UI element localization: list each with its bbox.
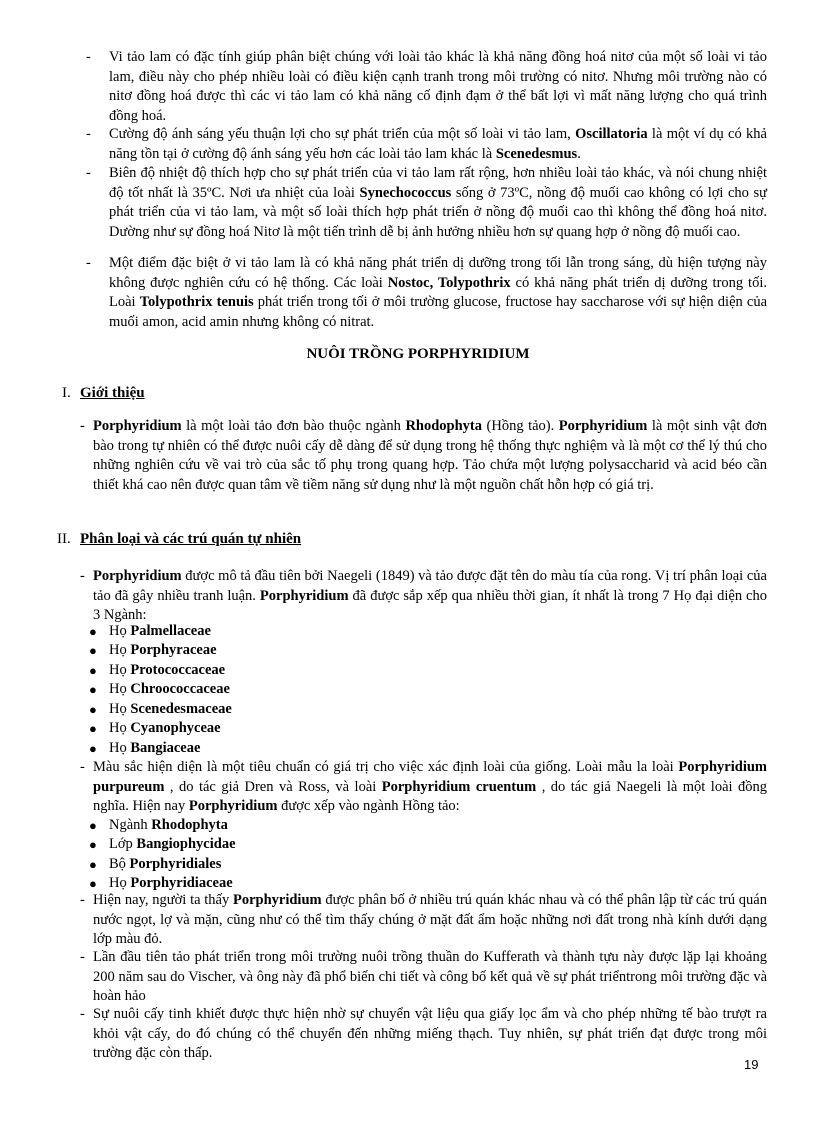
section-2-number: II. [57, 531, 71, 547]
family-item: Họ Palmellaceae [109, 623, 211, 639]
family-item: Họ Scenedesmaceae [109, 701, 232, 717]
family-item: Họ Porphyraceae [109, 642, 217, 658]
dash-marker: - [86, 49, 91, 65]
bullet-marker: ● [89, 702, 97, 717]
dash-marker: - [80, 1006, 85, 1022]
bullet-marker: ● [89, 857, 97, 872]
section-2-paragraph-3: Hiện nay, người ta thấy Porphyridium được phân bố ở nhiều trú quán khác nhau và có thể phân lập từ các trú quán nước ngọt, lợ và mặn, cũng như có thể tìm thấy chúng ở mặt đất ẩm hoặc những nơi đất trong nhà kính dưới dạng lớp màu đỏ. [93, 892, 767, 947]
section-2-paragraph-1: Porphyridium được mô tả đầu tiên bởi Naegeli (1849) và tảo được đặt tên do màu tía của rong. Vị trí phân loại của tảo đã gây nhiều tranh luận. Porphyridium đã được sắp xếp qua nhiều thời gian, ít nhất là trong 7 Họ đại diện cho 3 Ngành: [93, 568, 767, 623]
family-item: Họ Chroococcaceae [109, 681, 230, 697]
bullet-marker: ● [89, 837, 97, 852]
family-item: Họ Bangiaceae [109, 740, 201, 756]
dash-marker: - [80, 568, 85, 584]
intro-paragraph-1: Vi tảo lam có đặc tính giúp phân biệt chúng với loài tảo khác là khả năng đồng hoá nitơ của một số loài vi tảo lam, điều này cho phép nhiều loài có điều kiện cạnh tranh trong môi trường có nitơ. Nhưng môi trường nào có nitơ đồng hoá được thì các vi tảo lam có khả năng cố định đạm ở thể bất lợi vì mất năng lượng cho quá trình đồng hoá. [109, 49, 767, 124]
section-title: NUÔI TRỒNG PORPHYRIDIUM [306, 346, 530, 362]
taxonomy-item: Lớp Bangiophycidae [109, 836, 236, 852]
taxonomy-item: Bộ Porphyridiales [109, 856, 222, 872]
dash-marker: - [80, 892, 85, 908]
section-1-number: I. [62, 385, 71, 401]
bullet-marker: ● [89, 741, 97, 756]
section-2-paragraph-2: Màu sắc hiện diện là một tiêu chuẩn có giá trị cho việc xác định loài của giống. Loài mẫu la loài Porphyridium purpureum , do tác giả Dren và Ross, và loài Porphyridium cruentum , do tác giả Naegeli là một loài đồng nghĩa. Hiện nay Porphyridium được xếp vào ngành Hồng tảo: [93, 759, 768, 814]
page-number: 19 [744, 1057, 759, 1072]
section-2-paragraph-5: Sự nuôi cấy tinh khiết được thực hiện nhờ sự chuyển vật liệu qua giấy lọc ẩm và cho phép những tế bào trượt ra khỏi vật cấy, do đó chúng có thể chuyển đến những miếng thạch. Tuy nhiên, sự phát triển đạt được trong môi trường đặc còn thấp. [93, 1006, 767, 1061]
dash-marker: - [86, 165, 91, 181]
dash-marker: - [80, 418, 85, 434]
bullet-marker: ● [89, 876, 97, 891]
family-item: Họ Protococcaceae [109, 662, 226, 678]
bullet-marker: ● [89, 643, 97, 658]
dash-marker: - [86, 255, 91, 271]
section-1-paragraph: Porphyridium là một loài tảo đơn bào thuộc ngành Rhodophyta (Hồng tảo). Porphyridium là một sinh vật đơn bào trong tự nhiên có thể được nuôi cấy dễ dàng để sử dụng trong hệ thống thực nghiệm và là một cơ thể lý thú cho những nghiên cứu về vai trò của sắc tố phụ trong quang hợp. Tảo chứa một lượng polysaccharid và acid béo cần thiết khá cao nên được quan tâm về tiềm năng sử dụng như là một nguồn chất hỗn hợp có giá trị. [93, 418, 768, 493]
section-1-heading: Giới thiệu [80, 385, 145, 401]
taxonomy-item: Họ Porphyridiaceae [109, 875, 233, 891]
section-2-heading: Phân loại và các trú quán tự nhiên [80, 531, 302, 547]
dash-marker: - [80, 759, 85, 775]
bullet-marker: ● [89, 818, 97, 833]
intro-paragraph-4: Một điểm đặc biệt ở vi tảo lam là có khả năng phát triển dị dưỡng trong tối lẫn trong sáng, dù hiện tượng này không được nghiên cứu có hệ thống. Các loài Nostoc, Tolypothrix có khả năng phát triển dị dưỡng trong tối. Loài Tolypothrix tenuis phát triển trong tối ở môi trường glucose, fructose hay saccharose với sự hiện diện của muối amon, acid amin nhưng không có nitrat. [109, 255, 768, 330]
bullet-marker: ● [89, 721, 97, 736]
bullet-marker: ● [89, 682, 97, 697]
dash-marker: - [80, 949, 85, 965]
section-2-paragraph-4: Lần đầu tiên tảo phát triển trong môi trường nuôi trồng thuần do Kufferath và thành tựu này được lặp lại khoảng 200 năm sau do Vischer, và ông này đã phổ biến chi tiết và công bố kết quả về sự phát triểntrong môi trường đặc và hoàn hảo [93, 949, 767, 1004]
intro-paragraph-3: Biên độ nhiệt độ thích hợp cho sự phát triển của vi tảo lam rất rộng, hơn nhiều loài tảo khác, và nói chung nhiệt độ tốt nhất là 35ºC. Nơi ưa nhiệt của loài Synechococcus sống ở 73ºC, nồng độ muối cao không có lợi cho sự phát triển của vi tảo lam, và một số loài thích hợp phát triển ở nồng độ muối cao thì không thể đồng hoá nitơ. Dường như sự đồng hoá Nitơ là một tiến trình dễ bị ảnh hưởng nhiều hơn sự quang hợp ở nồng độ muối cao. [109, 165, 767, 240]
taxonomy-item: Ngành Rhodophyta [109, 817, 228, 833]
dash-marker: - [86, 126, 91, 142]
intro-paragraph-2: Cường độ ánh sáng yếu thuận lợi cho sự phát triển của một số loài vi tảo lam, Oscillatoria là một ví dụ có khả năng tồn tại ở cường độ ánh sáng yếu hơn các loài tảo lam khác là Scenedesmus. [109, 126, 767, 162]
bullet-marker: ● [89, 624, 97, 639]
family-item: Họ Cyanophyceae [109, 720, 221, 736]
bullet-marker: ● [89, 663, 97, 678]
